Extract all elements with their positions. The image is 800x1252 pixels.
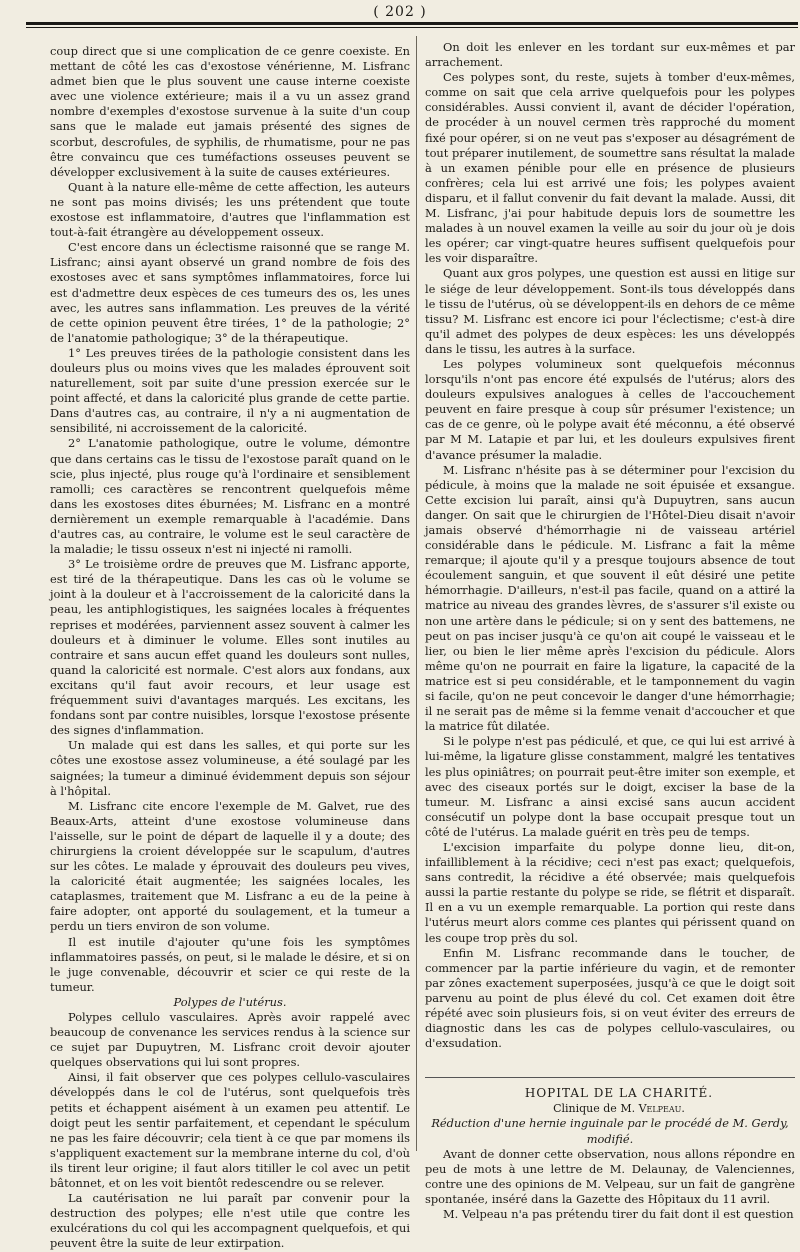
paragraph: coup direct que si une complication de ce genre coexiste. En mettant de côté les cas d'exostose vénérienne, M. Lisfranc admet bien que le plus souvent une cause interne coexiste avec une violence extérieure; mais il a vu un assez grand nombre d'exemples d'exostose survenue à la suite d'un coup sans que le malade eut jamais présenté des signes de scorbut, descrofules, de syphilis, de rhumatisme, pour ne pas être convaincu que ces tuméfactions osseuses peuvent se développer exclusivement à la suite de causes extérieures.: [50, 44, 410, 179]
paragraph: 3° Le troisième ordre de preuves que M. Lisfranc apporte, est tiré de la thérapeutique. Dans les cas où le volume se joint à la douleur et à l'accroissement de la caloricité dans la peau, les antiphlogistiques, les saignées locales à fréquentes reprises et modérées, parviennent assez souvent à calmer les douleurs et à diminuer le volume. Elles sont inutiles au contraire et sans aucun effet quand les douleurs sont nulles, quand la caloricité est normale. C'est alors aux fondans, aux excitans qu'il faut avoir recours, et leur usage est fréquemment suivi d'avantages marqués. Les excitans, les fondans sont par contre nuisibles, lorsque l'exostose présente des signes d'inflammation.: [50, 557, 410, 738]
section-separator: [425, 1077, 795, 1078]
paragraph: Polypes cellulo vasculaires. Après avoir rappelé avec beaucoup de convenance les services rendus à la science sur ce sujet par Dupuytren, M. Lisfranc croit devoir ajouter quelques observations qui lui sont propres.: [50, 1010, 410, 1070]
paragraph: Avant de donner cette observation, nous allons répondre en peu de mots à une lettre de M. Delaunay, de Valenciennes, contre une des opinions de M. Velpeau, sur un fait de gangrène spontanée, inséré dans la Gazette des Hôpitaux du 11 avril.: [425, 1146, 795, 1206]
paragraph: M. Velpeau n'a pas prétendu tirer du fait dont il est question: [443, 1207, 794, 1222]
header-rule-thick: [26, 22, 798, 25]
paragraph: Les polypes volumineux sont quelquefois méconnus lorsqu'ils n'ont pas encore été expulsés de l'utérus; alors des douleurs expulsives analogues à celles de l'accouchement peuvent en faire presque à coup sûr présumer l'existence; un cas de ce genre, où le polype avait été méconnu, a été observé par M M. Latapie et par lui, et les douleurs expulsives firent d'avance présumer la maladie.: [425, 356, 795, 462]
paragraph: Quant à la nature elle-même de cette affection, les auteurs ne sont pas moins divisés; les uns prétendent que toute exostose est inflammatoire, d'autres que l'inflammation est tout-à-fait étrangère au développement osseux.: [50, 179, 410, 240]
clinique-name: Velpeau.: [638, 1102, 685, 1116]
paragraph: Ces polypes sont, du reste, sujets à tomber d'eux-mêmes, comme on sait que cela arrive quelquefois pour les polypes considérables. Aussi convient il, avant de décider l'opération, de procéder à un nouvel cermen très rapproché du moment fixé pour opérer, si on ne veut pas s'exposer au désagrément de tout préparer inutilement, de soumettre sans résultat la malade à un examen pénible pour elle en présence de plusieurs confrères; cela lui est arrivé une fois; les polypes avaient disparu, et il fallut convenir du fait devant la malade. Aussi, dit M. Lisfranc, j'ai pour habitude depuis lors de soumettre les malades à un nouvel examen la veille au soir du jour où je dois les opérer; car vingt-quatre heures suffisent quelquefois pour les voir disparaître.: [425, 70, 795, 266]
paragraph: M. Lisfranc cite encore l'exemple de M. Galvet, rue des Beaux-Arts, atteint d'une exostose volumineuse dans l'aisselle, sur le point de départ de laquelle il y a doute; des chirurgiens la croient développée sur le scapulum, d'autres sur les côtes. Le malade y éprouvait des douleurs peu vives, la caloricité était augmentée; les saignées locales, les cataplasmes, traitement que M. Lisfranc a eu de la peine à faire adopter, ont apporté du soulagement, et la tumeur a perdu un tiers environ de son volume.: [50, 798, 410, 934]
paragraph: Quant aux gros polypes, une question est aussi en litige sur le siége de leur développement. Sont-ils tous développés dans le tissu de l'utérus, où se développent-ils en dehors de ce même tissu? M. Lisfranc est encore ici pour l'éclectisme; c'est-à dire qu'il admet des polypes de deux espèces: les uns développés dans le tissu, les autres à la surface.: [425, 266, 795, 356]
hospital-heading: HOPITAL DE LA CHARITÉ.: [524, 1086, 714, 1101]
page-number: ( 202 ): [373, 4, 427, 20]
section-subheading: Polypes de l'utérus.: [173, 994, 287, 1009]
article-subheading: Réduction d'une hernie inguinale par le procédé de M. Gerdy, modifié.: [431, 1116, 789, 1146]
paragraph: M. Lisfranc n'hésite pas à se déterminer pour l'excision du pédicule, à moins que la malade ne soit épuisée et exsangue. Cette excision lui paraît, ainsi qu'à Dupuytren, sans aucun danger. On sait que le chirurgien de l'Hôtel-Dieu disait n'avoir jamais observé d'hémorrhagie ni de vaisseau artériel considérable dans le pédicule. M. Lisfranc a fait la même remarque; il ajoute qu'il y a presque toujours absence de tout écoulement sanguin, et que souvent il eût désiré une petite hémorrhagie. D'ailleurs, n'est-il pas facile, quand on a attiré la matrice au niveau des grandes lèvres, de s'assurer s'il existe ou non une artère dans le pédicule; si on y sent des battemens, ne peut on pas inciser jusqu'à ce qu'on ait coupé le vaisseau et le lier, ou bien le lier même après l'excision du pédicule. Alors même qu'on ne pourrait en faire la ligature, la capacité de la matrice est si peu considérable, et le tamponnement du vagin si facile, qu'on ne peut concevoir le danger d'une hémorrhagie; il ne serait pas de même si la femme venait d'accoucher et que la matrice fût dilatée.: [425, 462, 795, 734]
paragraph: C'est encore dans un éclectisme raisonné que se range M. Lisfranc; ainsi ayant observé un grand nombre de fois des exostoses avec et sans symptômes inflammatoires, force lui est d'admettre deux espèces de ces tumeurs des os, les unes avec, les autres sans inflammation. Les preuves de la vérité de cette opinion peuvent être tirées, 1° de la pathologie; 2° de l'anatomie pathologique; 3° de la thérapeutique.: [50, 240, 410, 345]
paragraph: 2° L'anatomie pathologique, outre le volume, démontre que dans certains cas le tissu de l'exostose paraît quand on le scie, plus injecté, plus rouge qu'à l'ordinaire et sensiblement ramolli; ces caractères se rencontrent quelquefois même dans les exostoses dites éburnées; M. Lisfranc en a montré dernièrement un exemple remarquable à l'académie. Dans d'autres cas, au contraire, le volume est le seul caractère de la maladie; le tissu osseux n'est ni injecté ni ramolli.: [50, 436, 410, 557]
paragraph: Il est inutile d'ajouter qu'une fois les symptômes inflammatoires passés, on peut, si le malade le désire, et si on le juge convenable, découvrir et scier ce qui reste de la tumeur.: [50, 934, 410, 994]
paragraph: La cautérisation ne lui paraît par convenir pour la destruction des polypes; elle n'est utile que contre les exulcérations du col qui les accompagnent quelquefois, et qui peuvent être la suite de leur extirpation.: [50, 1191, 410, 1251]
paragraph: Ainsi, il fait observer que ces polypes cellulo-vasculaires développés dans le col de l'utérus, sont quelquefois très petits et échappent aisément à un examen peu attentif. Le doigt peut les sentir parfaitement, et cependant le spéculum ne pas les faire découvrir; cela tient à ce que par momens ils s'appliquent exactement sur la membrane interne du col, d'où ils tirent leur origine; il faut alors titiller le col avec un petit bâtonnet, et on les voit bientôt redescendre ou se relever.: [50, 1070, 410, 1191]
paragraph: Un malade qui est dans les salles, et qui porte sur les côtes une exostose assez volumineuse, a été soulagé par les saignées; la tumeur a diminué évidemment depuis son séjour à l'hôpital.: [50, 738, 410, 798]
paragraph: 1° Les preuves tirées de la pathologie consistent dans les douleurs plus ou moins vives que les malades éprouvent soit naturellement, soit par suite d'une pression exercée sur le point affecté, et dans la caloricité plus grande de cette partie. Dans d'autres cas, au contraire, il n'y a ni augmentation de sensibilité, ni accroissement de la caloricité.: [50, 345, 410, 436]
paragraph: Enfin M. Lisfranc recommande dans le toucher, de commencer par la partie inférieure du vagin, et de remonter par zônes exactement superposées, jusqu'à ce que le doigt soit parvenu au point de plus élevé du col. Cet examen doit être répété avec soin plusieurs fois, si on veut éviter des erreurs de diagnostic dans les cas de polypes cellulo-vasculaires, ou d'exsudation.: [425, 945, 795, 1051]
paragraph: On doit les enlever en les tordant sur eux-mêmes et par arrachement.: [425, 40, 795, 70]
paragraph: Si le polype n'est pas pédiculé, et que, ce qui lui est arrivé à lui-même, la ligature glisse constamment, malgré les tentatives les plus opiniâtres; on pourrait peut-être imiter son exemple, et avec des ciseaux portés sur le doigt, exciser la base de la tumeur. M. Lisfranc a ainsi excisé sans aucun accident consécutif un polype dont la base occupait presque tout un côté de l'utérus. La malade guérit en très peu de temps.: [425, 734, 795, 839]
header-rule-thin: [26, 27, 798, 28]
column-divider: [416, 36, 417, 1151]
clinique-heading: [425, 1101, 795, 1116]
left-column: [50, 44, 410, 1252]
paragraph: L'excision imparfaite du polype donne lieu, dit-on, infailliblement à la récidive; ceci n'est pas exact; quelquefois, sans contredit, la récidive a été observée; mais quelquefois aussi la partie restante du polype se ride, se flétrit et disparaît. Il en a vu un exemple remarquable. La portion qui reste dans l'utérus meurt alors comme ces plantes qui périssent quand on les coupe trop près du sol.: [425, 839, 795, 945]
right-column: [425, 40, 795, 1222]
clinique-prefix: Clinique de M.: [553, 1102, 639, 1116]
